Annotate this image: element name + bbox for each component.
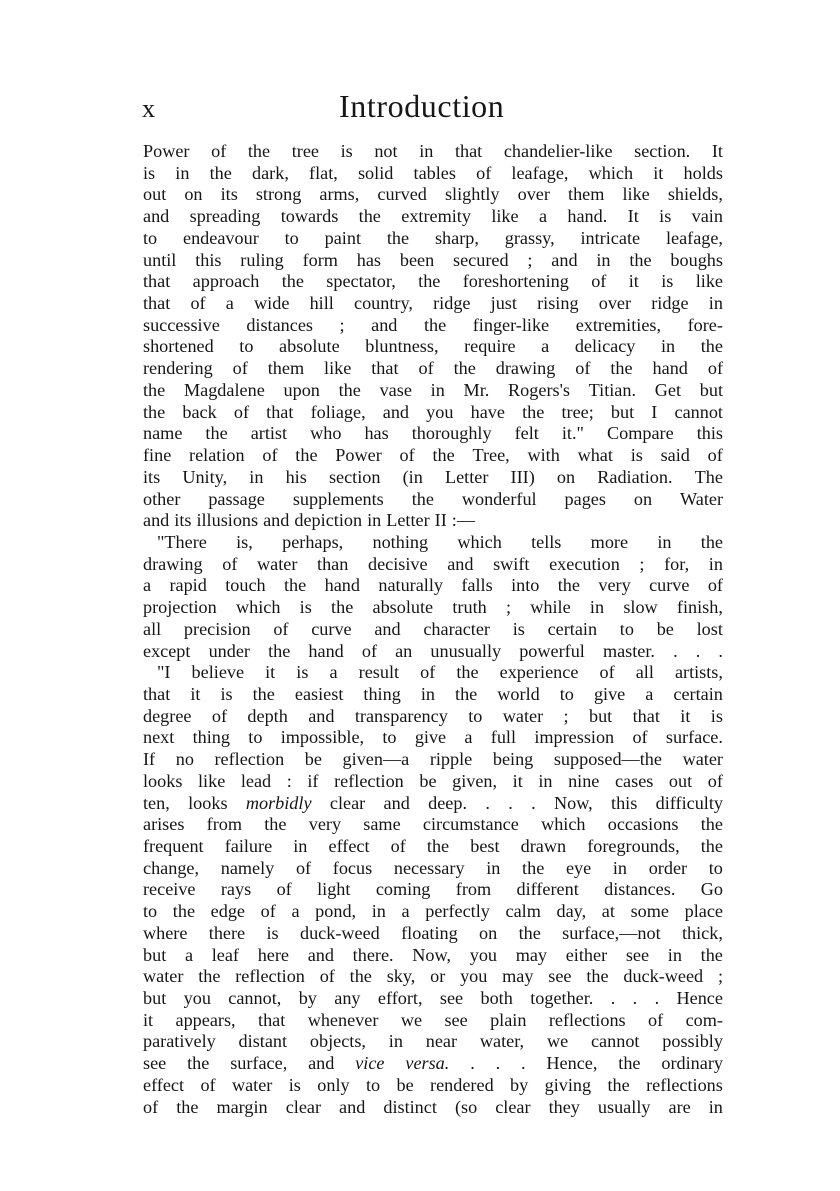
text-line: is in the dark, flat, solid tables of leafage, which it holds [143,162,723,183]
text-line: it appears, that whenever we see plain reflections of com- [143,1009,723,1030]
text-line: to endeavour to paint the sharp, grassy, intricate leafage, [143,227,723,248]
text-line: If no reflection be given—a ripple being supposed—the water [143,749,723,770]
text-line: and its illusions and depiction in Letter II :— [143,510,476,531]
text-line: looks like lead : if reflection be given, it in nine cases out of [143,770,723,791]
page-number: x [142,94,156,123]
text-line: name the artist who has thoroughly felt it." Compare this [143,423,723,444]
page-header [142,86,722,128]
text-line: except under the hand of an unusually powerful master. . . . [143,640,723,661]
text-line: and spreading towards the extremity like a hand. It is vain [143,206,723,227]
text-line: that approach the spectator, the foreshortening of it is like [143,271,723,292]
text-line: "I believe it is a result of the experience of all artists, [157,662,723,683]
text-line: receive rays of light coming from different distances. Go [143,879,723,900]
text-line: change, namely of focus necessary in the eye in order to [143,857,723,878]
text-line: successive distances ; and the finger-like extremities, fore- [143,314,723,335]
text-line: shortened to absolute bluntness, require a delicacy in the [143,336,723,357]
text-line: but a leaf here and there. Now, you may either see in the [143,944,723,965]
text-line: see the surface, and vice versa. . . . Hence, the ordinary [143,1053,723,1074]
text-line: to the edge of a pond, in a perfectly calm day, at some place [143,901,723,922]
text-line: all precision of curve and character is certain to be lost [143,618,723,639]
text-line: fine relation of the Power of the Tree, with what is said of [143,445,723,466]
text-line: where there is duck-weed floating on the surface,—not thick, [143,922,723,943]
text-line: other passage supplements the wonderful pages on Water [143,488,723,509]
text-line: frequent failure in effect of the best drawn foregrounds, the [143,836,723,856]
running-title: Introduction [339,88,505,124]
text-line: drawing of water than decisive and swift execution ; for, in [143,553,723,574]
text-line: degree of depth and transparency to water ; but that it is [143,705,723,726]
text-line: its Unity, in his section (in Letter III) on Radiation. The [143,466,723,487]
text-line: out on its strong arms, curved slightly over them like shields, [143,184,723,205]
text-line: paratively distant objects, in near water, we cannot possibly [143,1031,723,1052]
text-line: Power of the tree is not in that chandelier-like section. It [143,141,723,161]
text-line: until this ruling form has been secured ; and in the boughs [143,249,723,270]
text-line: that of a wide hill country, ridge just rising over ridge in [143,293,723,314]
text-line: of the margin clear and distinct (so clear they usually are in [143,1096,723,1117]
body-text [143,141,723,1118]
text-line: projection which is the absolute truth ; while in slow finish, [143,597,723,618]
text-line: a rapid touch the hand naturally falls into the very curve of [143,575,723,596]
text-line: arises from the very same circumstance which occasions the [143,814,723,835]
text-line: but you cannot, by any effort, see both together. . . . Hence [143,988,723,1009]
text-line: ten, looks morbidly clear and deep. . . . Now, this difficulty [143,792,723,813]
text-line: "There is, perhaps, nothing which tells more in the [157,531,723,552]
text-line: next thing to impossible, to give a full impression of surface. [143,727,723,748]
text-line: effect of water is only to be rendered by giving the reflections [143,1074,723,1095]
text-line: the Magdalene upon the vase in Mr. Rogers's Titian. Get but [143,379,723,400]
text-line: the back of that foliage, and you have the tree; but I cannot [143,401,723,422]
text-line: that it is the easiest thing in the world to give a certain [143,683,723,704]
text-line: water the reflection of the sky, or you may see the duck-weed ; [143,966,723,987]
text-line: rendering of them like that of the drawing of the hand of [143,358,723,379]
